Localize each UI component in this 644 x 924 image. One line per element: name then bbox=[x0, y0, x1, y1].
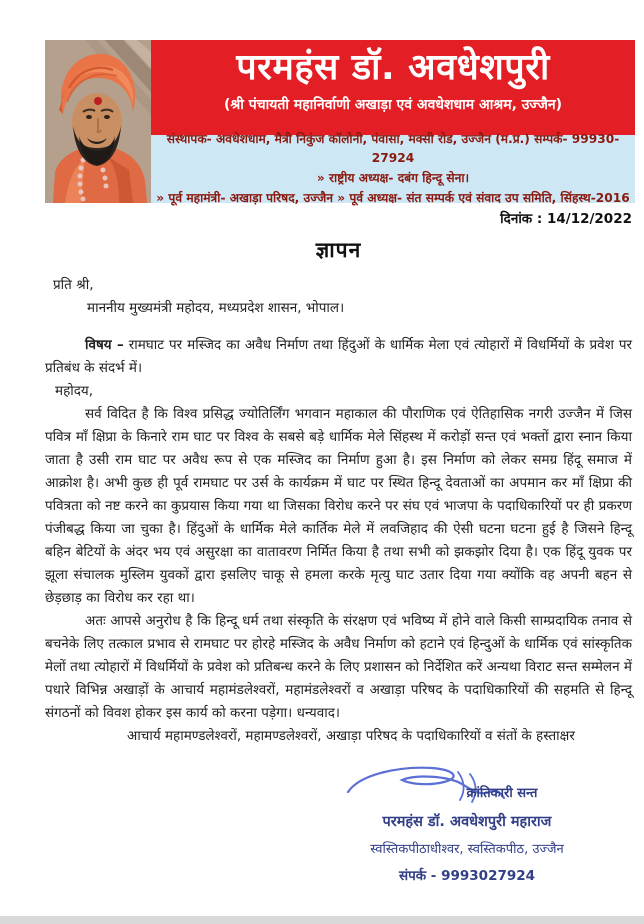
letterhead-info-line2: » राष्ट्रीय अध्यक्ष- दबंग हिन्दू सेना। bbox=[316, 171, 470, 185]
page-bottom-strip bbox=[0, 916, 644, 924]
letter-content bbox=[45, 208, 632, 887]
subject-line bbox=[45, 334, 632, 380]
recipient-salutation: प्रति श्री, bbox=[53, 277, 94, 293]
document-title: ज्ञापन bbox=[315, 238, 362, 262]
signature-contact: संपर्क - 9993027924 bbox=[398, 867, 536, 884]
body-paragraph-3: आचार्य महामण्डलेश्वरों, महामण्डलेश्वरों, अखाड़ा परिषद के पदाधिकारियों व संतों के हस्ताक्षर bbox=[127, 728, 575, 744]
letterhead-info-line1: संस्थापक- अवधेशधाम, मैत्री निकुंज कॉलोनी, पंवासा, मक्सी रोड, उज्जैन (म.प्र.) सम्पर्क- 99930-27924 bbox=[166, 131, 620, 166]
date-line: दिनांक : 14/12/2022 bbox=[500, 211, 632, 227]
subject-label: विषय – bbox=[85, 337, 124, 353]
letterhead-name: परमहंस डॉ. अवधेशपुरी bbox=[236, 47, 550, 88]
guru-portrait-illustration bbox=[45, 40, 151, 203]
body-paragraph-2: अतः आपसे अनुरोध है कि हिन्दू धर्म तथा संस्कृति के संरक्षण एवं भविष्य में होने वाले किसी साम्प्रदायिक तनाव से बचनेके लिए तत्काल प्रभाव से रामघाट पर होरहे मस्जिद के अवैध निर्माण को हटाने एवं हिन्दुओं के धार्मिक एवं सांस्कृतिक मेलों तथा त्योहारों में विधर्मियों के प्रवेश को प्रतिबन्ध करने के लिए प्रशासन को निर्देशित करें अन्यथा विराट सन्त सम्मेलन में पधारे विभिन्न अखाड़ों के आचार्य महामंडलेश्वरों, महामंडलेश्वरों व अखाड़ा परिषद के पदाधिकारियों की सहमति से हिन्दू संगठनों को विवश होकर इस कार्य को करना पड़ेगा। धन्यवाद। bbox=[45, 613, 632, 721]
signature-name: परमहंस डॉ. अवधेशपुरी महाराज bbox=[382, 814, 552, 831]
signature-epithet: क्रांतिकारी सन्त bbox=[466, 786, 538, 801]
guru-portrait-photo bbox=[45, 40, 151, 203]
letterhead-info-line3: » पूर्व महामंत्री- अखाड़ा परिषद, उज्जैन » पूर्व अध्यक्ष- संत सम्पर्क एवं संवाद उप समिति, सिंहस्थ-2016 bbox=[156, 190, 630, 205]
letterhead-banner bbox=[151, 40, 635, 135]
letterhead-subtitle: (श्री पंचायती महानिर्वाणी अखाड़ा एवं अवधेशधाम आश्रम, उज्जैन) bbox=[223, 96, 562, 113]
signature-block bbox=[332, 762, 602, 887]
letterhead-right bbox=[151, 40, 635, 203]
body-paragraph-1: सर्व विदित है कि विश्व प्रसिद्ध ज्योतिर्लिंग भगवान महाकाल की पौराणिक एवं ऐतिहासिक नगरी उज्जैन में जिस पवित्र माँ क्षिप्रा के किनारे राम घाट पर विश्व के सबसे बड़े धार्मिक मेले सिंहस्थ में करोड़ों सन्त एवं भक्तों द्वारा स्नान किया जाता है उसी राम घाट पर अवैध रूप से एक मस्जिद का निर्माण हुआ है। इस निर्माण को लेकर समग्र हिंदू समाज में आक्रोश है। अभी कुछ ही पूर्व रामघाट पर उर्स के कार्यक्रम में घाट पर स्थित हिन्दू देवताओं का अपमान कर माँ क्षिप्रा की पवित्रता को नष्ट करने का कुप्रयास किया गया था जिसका विरोध करने पर संघ एवं भाजपा के पदाधिकारियों पर ही प्रकरण पंजीबद्ध किया जा चुका है। हिंदुओं के धार्मिक मेले कार्तिक मेले में लवजिहाद की ऐसी घटना घटना हुई है जिसने हिन्दू बहिन बेटियों के अंदर भय एवं असुरक्षा का वातावरण निर्मित किया है तथा सभी को झकझोर दिया है। एक हिंदू युवक पर झूला संचालक मुस्लिम युवकों द्वारा इसलिए चाकू से हमला करके मृत्यु घाट उतार दिया गया क्योंकि वह अपनी बहन से छेड़छाड़ का विरोध कर रहा था। bbox=[45, 406, 632, 606]
subject-text: रामघाट पर मस्जिद का अवैध निर्माण तथा हिंदुओं के धार्मिक मेला एवं त्योहारों में विधर्मियों के प्रवेश पर प्रतिबंध के संदर्भ में। bbox=[45, 337, 633, 376]
letterhead-info-band bbox=[151, 131, 635, 205]
salutation: महोदय, bbox=[55, 383, 94, 399]
letterhead bbox=[45, 40, 635, 203]
recipient-block bbox=[45, 274, 632, 320]
recipient-name: माननीय मुख्यमंत्री महोदय, मध्यप्रदेश शासन, भोपाल। bbox=[87, 300, 345, 316]
signature-seat: स्वस्तिकपीठाधीश्वर, स्वस्तिकपीठ, उज्जैन bbox=[370, 841, 564, 857]
